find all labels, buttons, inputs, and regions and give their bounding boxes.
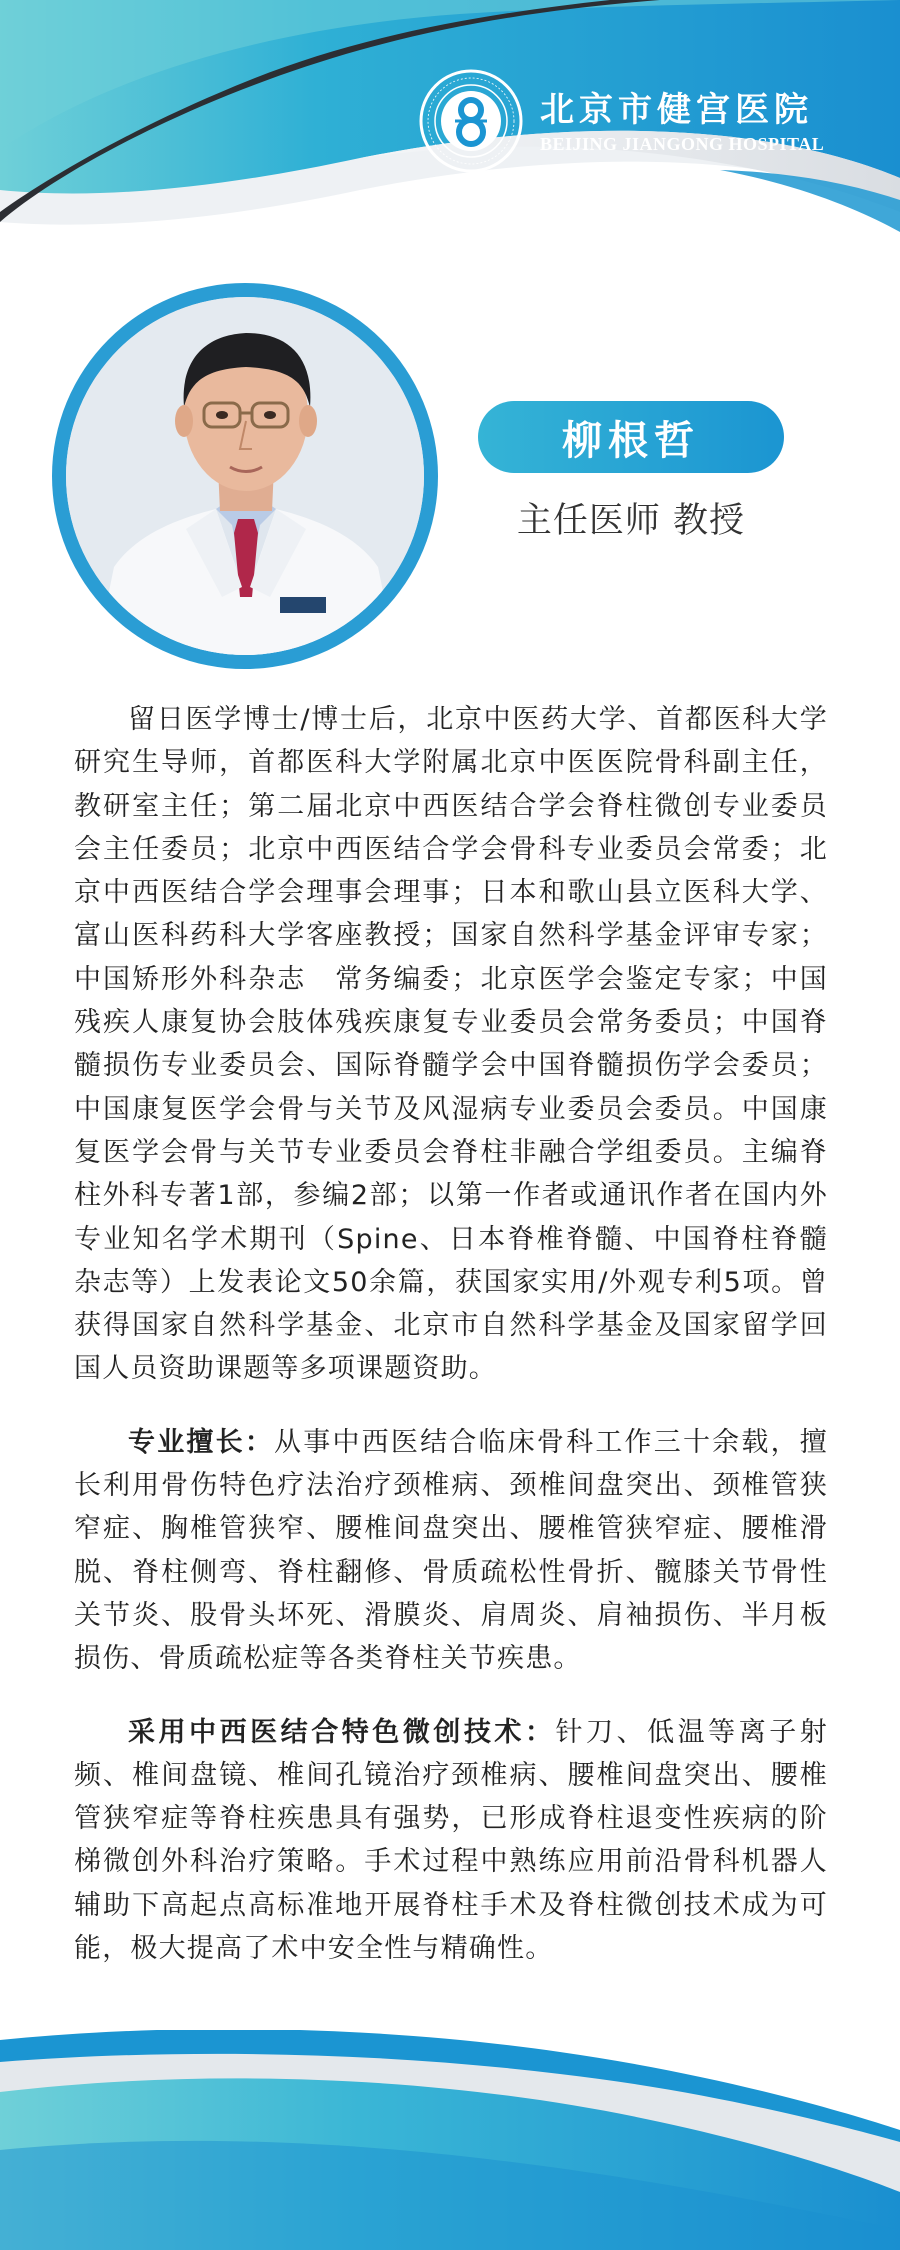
specialty-text: 从事中西医结合临床骨科工作三十余载，擅长利用骨伤特色疗法治疗颈椎病、颈椎间盘突出、颈椎管狭窄症、胸椎管狭窄、腰椎间盘突出、腰椎管狭窄症、腰椎滑脱、脊柱侧弯、脊柱翻修、骨质疏松性骨折、髋膝关节骨性关节炎、股骨头坏死、滑膜炎、肩周炎、肩袖损伤、半月板损伤、骨质疏松症等各类脊柱关节疾患。 [74,1426,828,1675]
doctor-name: 柳根哲 [562,417,700,464]
hospital-emblem-icon [418,68,524,174]
hospital-name-cn: 北京市健宫医院 [540,90,813,130]
hospital-logo [418,68,848,176]
bio-technique [74,1711,828,1971]
bio-specialty [74,1421,828,1681]
footer-wave-background [0,2030,900,2250]
specialty-label: 专业擅长： [128,1426,275,1458]
doctor-portrait [66,297,424,655]
bio-intro: 留日医学博士/博士后，北京中医药大学、首都医科大学研究生导师，首都医科大学附属北京中医医院骨科副主任，教研室主任；第二届北京中西医结合学会脊柱微创专业委员会主任委员；北京中西医结合学会骨科专业委员会常委；北京中西医结合学会理事会理事；日本和歌山县立医科大学、富山医科药科大学客座教授；国家自然科学基金评审专家；中国矫形外科杂志 常务编委；北京医学会鉴定专家；中国残疾人康复协会肢体残疾康复专业委员会常务委员；中国脊髓损伤专业委员会、国际脊髓学会中国脊髓损伤学会委员；中国康复医学会骨与关节及风湿病专业委员会委员。中国康复医学会骨与关节专业委员会脊柱非融合学组委员。主编脊柱外科专著1部，参编2部；以第一作者或通讯作者在国内外专业知名学术期刊（Spine、日本脊椎脊髓、中国脊柱脊髓杂志等）上发表论文50余篇，获国家实用/外观专利5项。曾获得国家自然科学基金、北京市自然科学基金及国家留学回国人员资助课题等多项课题资助。 [74,704,828,1385]
doctor-photo-icon [66,297,424,655]
technique-label: 采用中西医结合特色微创技术： [128,1716,556,1748]
technique-text: 针刀、低温等离子射频、椎间盘镜、椎间孔镜治疗颈椎病、腰椎间盘突出、腰椎管狭窄症等脊柱疾患具有强势，已形成脊柱退变性疾病的阶梯微创外科治疗策略。手术过程中熟练应用前沿骨科机器人辅助下高起点高标准地开展脊柱手术及脊柱微创技术成为可能，极大提高了术中安全性与精确性。 [74,1716,828,1965]
portrait-frame [52,283,438,669]
doctor-name-badge [478,401,784,473]
hospital-name-en: BEIJING JIANGONG HOSPITAL [540,134,825,154]
doctor-title: 主任医师 教授 [516,501,746,541]
biography [74,698,828,2000]
